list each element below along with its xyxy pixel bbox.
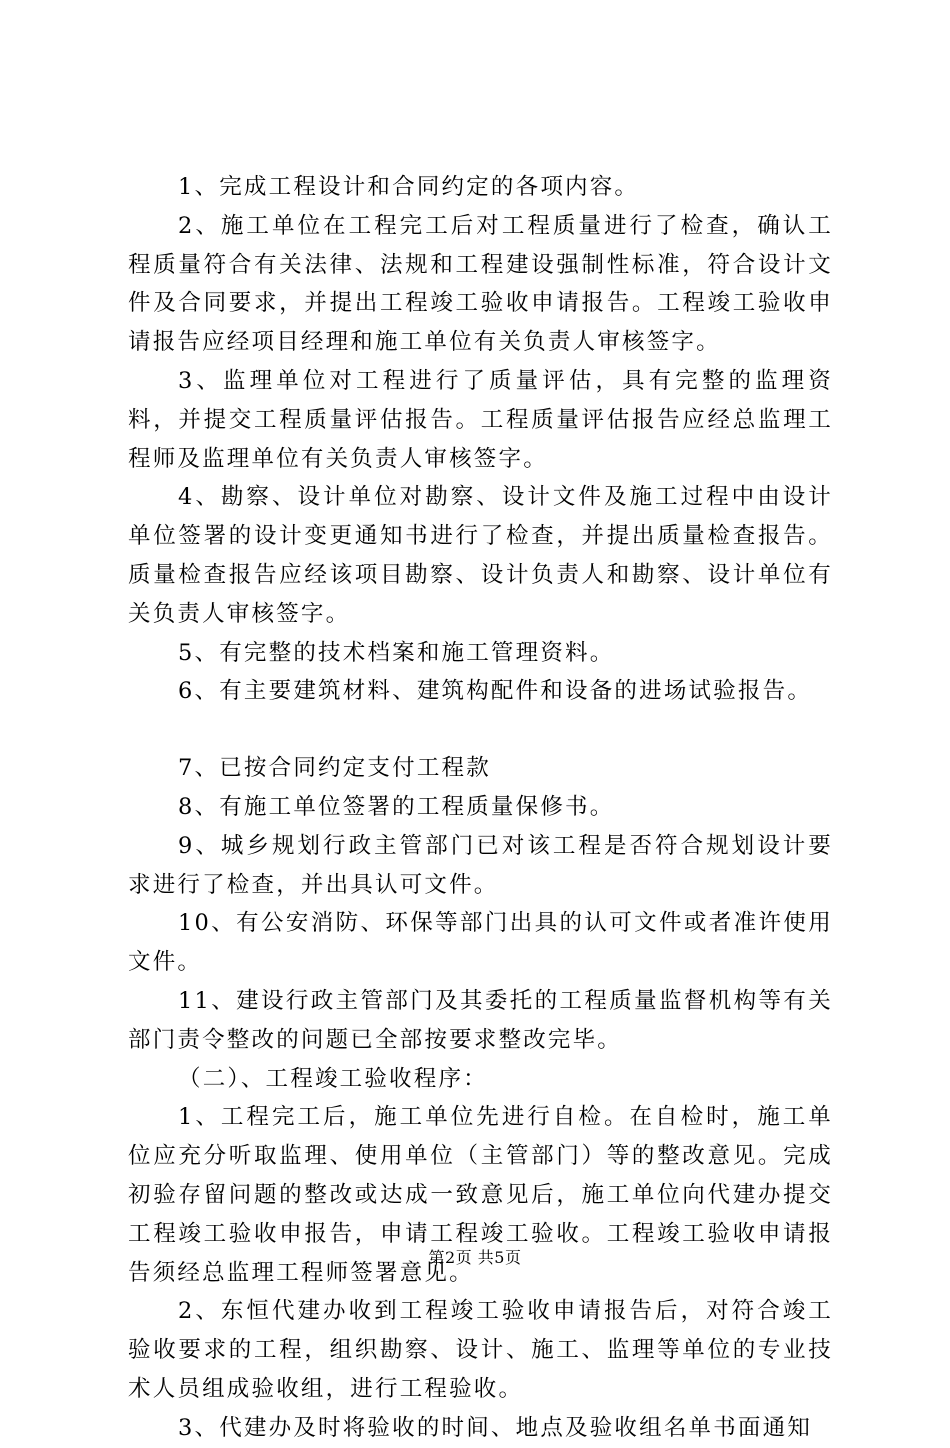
paragraph-item-10: 10、有公安消防、环保等部门出具的认可文件或者准许使用文件。: [128, 910, 833, 976]
paragraph-item-9: 9、城乡规划行政主管部门已对该工程是否符合规划设计要求进行了检查，并出具认可文件。: [128, 832, 833, 898]
paragraph-item-11: 11、建设行政主管部门及其委托的工程质量监督机构等有关部门责令整改的问题已全部按要求整改完毕。: [128, 987, 833, 1053]
section-heading-acceptance-procedure: （二）、工程竣工验收程序：: [178, 1065, 488, 1092]
procedure-step-1: 1、工程完工后，施工单位先进行自检。在自检时，施工单位应充分听取监理、使用单位（主管部门）等的整改意见。完成初验存留问题的整改或达成一致意见后，施工单位向代建办提交工程竣工验收申报告，申请工程竣工验收。工程竣工验收申请报告须经总监理工程师签署意见。: [128, 1104, 833, 1286]
paragraph-item-1: 1、完成工程设计和合同约定的各项内容。: [178, 174, 640, 200]
paragraph-item-2: 2、施工单位在工程完工后对工程质量进行了检查，确认工程质量符合有关法律、法规和工程建设强制性标准，符合设计文件及合同要求，并提出工程竣工验收申请报告。工程竣工验收申请报告应经项目经理和施工单位有关负责人审核签字。: [128, 212, 833, 356]
paragraph-item-5: 5、有完整的技术档案和施工管理资料。: [178, 639, 615, 666]
paragraph-item-4: 4、勘察、设计单位对勘察、设计文件及施工过程中由设计单位签署的设计变更通知书进行了检查，并提出质量检查报告。质量检查报告应经该项目勘察、设计负责人和勘察、设计单位有关负责人审核签字。: [128, 484, 833, 627]
paragraph-item-3: 3、监理单位对工程进行了质量评估，具有完整的监理资料，并提交工程质量评估报告。工程质量评估报告应经总监理工程师及监理单位有关负责人审核签字。: [128, 367, 833, 472]
procedure-step-2: 2、东恒代建办收到工程竣工验收申请报告后，对符合竣工验收要求的工程，组织勘察、设计、施工、监理等单位的专业技术人员组成验收组，进行工程验收。: [128, 1298, 833, 1402]
paragraph-gap: [128, 711, 833, 749]
page-number-footer: 第2页 共5页: [428, 1248, 522, 1267]
paragraph-item-7: 7、已按合同约定支付工程款: [178, 755, 491, 782]
paragraph-item-6: 6、有主要建筑材料、建筑构配件和设备的进场试验报告。: [178, 678, 813, 705]
procedure-step-3: 3、代建办及时将验收的时间、地点及验收组名单书面通知: [178, 1414, 813, 1441]
paragraph-item-8: 8、有施工单位签署的工程质量保修书。: [178, 793, 615, 820]
